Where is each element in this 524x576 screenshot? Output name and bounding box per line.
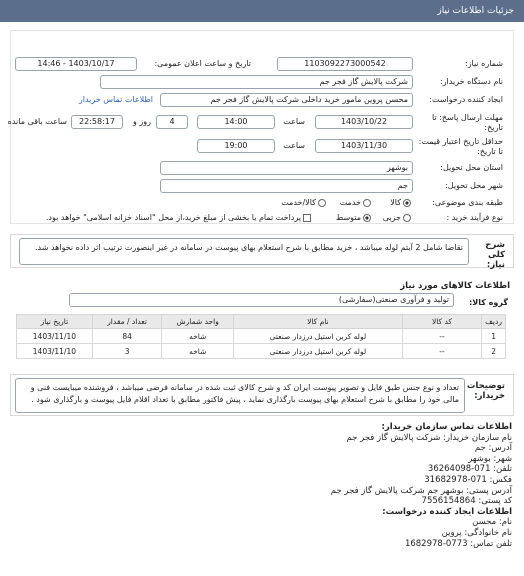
deadline-time-label: ساعت — [283, 117, 305, 126]
goods-group-field: تولید و فرآوری صنعتی(سفارشی) — [69, 293, 454, 307]
row-validity — [11, 135, 513, 159]
time-remaining-field: 22:58:17 — [71, 115, 123, 129]
cell-qty: 3 — [92, 344, 162, 359]
category-option-goods[interactable]: کالا — [390, 198, 413, 207]
col-qty: تعداد / مقدار — [92, 315, 162, 329]
category-option-goods-service[interactable]: کالا/خدمت — [281, 198, 328, 207]
deadline-label: مهلت ارسال پاسخ: تا تاریخ: — [431, 113, 503, 132]
cell-date: 1403/11/10 — [17, 329, 93, 344]
validity-date-field: 1403/11/30 — [315, 139, 413, 153]
cell-row: 1 — [482, 329, 506, 344]
cell-unit: شاخه — [162, 344, 234, 359]
description-text: تقاضا شامل 2 آیتم لوله میباشد ، خرید مطابق با شرح استعلام بهای پیوست در سامانه در غیر اینصورت ترتیب اثر داده نخواهد شد. — [19, 238, 469, 265]
radio-icon — [403, 214, 411, 222]
need-number-label: شماره نیاز: — [465, 59, 503, 68]
goods-section — [10, 278, 514, 374]
row-deadline — [7, 111, 513, 135]
days-remaining-field: 4 — [156, 115, 188, 129]
cell-row: 2 — [482, 344, 506, 359]
process-label: نوع فرآیند خرید : — [446, 213, 503, 222]
payment-note: پرداخت تمام یا بخشی از مبلغ خرید،از محل "اسناد خزانه اسلامی" خواهد بود. — [45, 213, 301, 222]
cell-code: -- — [402, 344, 481, 359]
need-details-panel — [7, 30, 514, 224]
radio-selected-icon — [363, 214, 371, 222]
creator-first-name: نام: محسن — [472, 517, 512, 528]
need-number-field: 1103092273000542 — [277, 57, 413, 71]
description-section — [10, 234, 514, 268]
buyer-label: نام دستگاه خریدار: — [440, 77, 503, 86]
announce-label: تاریخ و ساعت اعلان عمومی: — [154, 59, 251, 68]
days-label: روز و — [133, 117, 151, 126]
radio-icon — [363, 199, 371, 207]
province-field: بوشهر — [160, 161, 413, 175]
contact-info — [331, 422, 512, 549]
buyer-notes-text: تعداد و نوع جنس طبق فایل و تصویر پیوست ایران کد و شرح کالای ثبت شده در سامانه فرضی میباشد ، فروشنده میبایست فنی و مالی خود را مطابق با شرح استعلام بهای پیوست بارگذاری نماید ، پیش فاکتور مطابق با تعداد اقلام فایل پیوست و بارگذاری شود . — [15, 378, 465, 413]
creator-heading: اطلاعات ایجاد کننده درخواست: — [382, 506, 512, 517]
city-label: شهر محل تحویل: — [445, 181, 503, 190]
row-creator — [11, 91, 513, 109]
creator-phone: تلفن تماس: 0773-1682978 — [404, 538, 512, 549]
col-unit: واحد شمارش — [162, 315, 234, 329]
province-label: استان محل تحویل: — [440, 163, 503, 172]
page-title: جزئیات اطلاعات نیاز — [437, 6, 514, 16]
goods-table — [16, 314, 506, 359]
deadline-date-field: 1403/10/22 — [315, 115, 413, 129]
col-date: تاریخ نیاز — [17, 315, 93, 329]
goods-group-label: گروه کالا: — [469, 298, 508, 307]
cell-unit: شاخه — [162, 329, 234, 344]
cell-name: لوله کربن استیل درزدار صنعتی — [234, 344, 403, 359]
row-buyer — [11, 73, 513, 91]
city-field: جم — [160, 179, 413, 193]
description-label: شرح کلی نیاز: — [485, 240, 505, 270]
row-city — [11, 177, 513, 195]
buyer-notes-section — [10, 374, 514, 416]
category-option-service[interactable]: خدمت — [340, 198, 373, 207]
deadline-time-field: 14:00 — [197, 115, 275, 129]
buyer-contact-link[interactable]: اطلاعات تماس خریدار — [78, 95, 153, 104]
contact-postal-address: آدرس پستی: بوشهر جم شرکت پالایش گاز فجر جم — [330, 485, 512, 496]
radio-icon — [318, 199, 326, 207]
validity-time-field: 19:00 — [197, 139, 275, 153]
category-label: طبقه بندی موضوعی: — [432, 198, 503, 207]
col-row: ردیف — [482, 315, 506, 329]
contact-address: آدرس: جم — [474, 443, 512, 454]
creator-last-name: نام خانوادگی: پروین — [441, 527, 512, 538]
buyer-notes-label: توضیحات خریدار: — [466, 381, 505, 401]
row-province — [11, 159, 513, 177]
validity-label: حداقل تاریخ اعتبار قیمت: تا تاریخ: — [418, 137, 503, 156]
row-need-number — [11, 55, 513, 73]
contact-city: شهر: بوشهر — [468, 453, 512, 464]
treasury-payment-checkbox[interactable] — [46, 213, 313, 222]
cell-code: -- — [402, 329, 481, 344]
goods-table-header — [17, 315, 506, 329]
creator-label: ایجاد کننده درخواست: — [429, 95, 503, 104]
contact-org: نام سازمان خریدار: شرکت پالایش گاز فجر جم — [346, 432, 512, 443]
process-option-minor[interactable]: جزیی — [383, 213, 413, 222]
contact-heading: اطلاعات تماس سازمان خریدار: — [381, 422, 512, 432]
contact-phone: تلفن: 071-36264098 — [427, 464, 512, 475]
process-option-medium[interactable]: متوسط — [336, 213, 373, 222]
cell-date: 1403/11/10 — [17, 344, 93, 359]
page-header — [0, 0, 524, 22]
cell-name: لوله کربن استیل درزدار صنعتی — [234, 329, 403, 344]
table-row — [17, 329, 506, 344]
contact-fax: فکس: 071-31682978 — [424, 474, 512, 485]
remaining-label: ساعت باقی مانده — [7, 117, 67, 126]
row-process — [11, 209, 513, 227]
table-row — [17, 344, 506, 359]
radio-selected-icon — [403, 199, 411, 207]
goods-section-title: اطلاعات کالاهای مورد نیاز — [400, 281, 510, 291]
col-name: نام کالا — [234, 315, 403, 329]
col-code: کد کالا — [402, 315, 481, 329]
buyer-field: شرکت پالایش گاز فجر جم — [100, 75, 413, 89]
announce-field: 1403/10/17 - 14:46 — [15, 57, 137, 71]
validity-time-label: ساعت — [283, 141, 305, 150]
cell-qty: 84 — [92, 329, 162, 344]
creator-field: محسن پروین مامور خرید داخلی شرکت پالایش گاز فجر جم — [160, 93, 413, 107]
checkbox-icon — [303, 214, 311, 222]
contact-postal-code: کد پستی: 7556154864 — [421, 496, 512, 507]
